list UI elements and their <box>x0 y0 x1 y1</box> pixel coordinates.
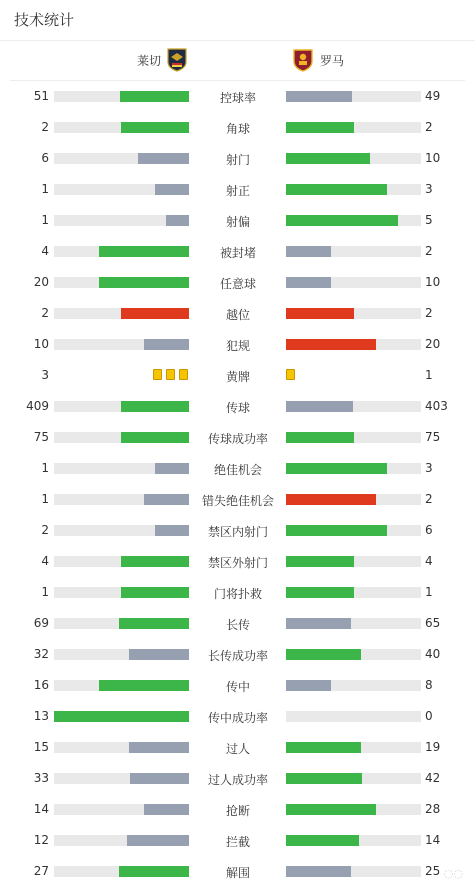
away-value: 2 <box>425 492 433 506</box>
home-stat-bar <box>54 804 189 815</box>
home-stat-bar-fill <box>144 804 189 815</box>
away-stat-bar <box>286 649 421 660</box>
home-value: 12 <box>33 833 49 847</box>
stat-label: 禁区外射门 <box>207 556 268 570</box>
stat-label: 传球 <box>225 401 250 415</box>
stat-label: 传中成功率 <box>207 711 268 725</box>
away-value: 75 <box>425 430 441 444</box>
home-stat-bar <box>54 246 189 257</box>
home-stat-bar <box>54 587 189 598</box>
home-stat-bar-fill <box>99 680 189 691</box>
stat-row <box>0 329 475 360</box>
stat-row <box>0 732 475 763</box>
stat-label: 传球成功率 <box>207 432 268 446</box>
away-stat-bar-fill <box>286 215 398 226</box>
home-value: 1 <box>41 585 49 599</box>
away-value: 14 <box>425 833 441 847</box>
home-stat-bar <box>54 215 189 226</box>
home-value: 20 <box>33 275 49 289</box>
home-stat-bar-fill <box>129 742 189 753</box>
away-stat-bar <box>286 711 421 722</box>
away-stat-bar <box>286 277 421 288</box>
away-stat-bar-fill <box>286 432 354 443</box>
home-value: 69 <box>33 616 49 630</box>
watermark-logo: ◌◌ <box>443 867 463 880</box>
away-stat-bar-fill <box>286 556 354 567</box>
home-value: 27 <box>33 864 49 878</box>
away-value: 65 <box>425 616 441 630</box>
home-value: 1 <box>41 492 49 506</box>
away-stat-bar-fill <box>286 866 351 877</box>
home-stat-bar-fill <box>121 587 189 598</box>
stat-row <box>0 112 475 143</box>
home-value: 1 <box>41 182 49 196</box>
away-stat-bar <box>286 91 421 102</box>
home-stat-bar <box>54 525 189 536</box>
stat-label: 过人 <box>225 742 250 756</box>
home-stat-bar <box>54 432 189 443</box>
home-stat-bar <box>54 866 189 877</box>
home-stat-bar <box>54 711 189 722</box>
away-value: 3 <box>425 461 433 475</box>
home-stat-bar-fill <box>119 866 189 877</box>
away-yellow-cards <box>286 369 295 380</box>
home-stat-bar <box>54 401 189 412</box>
home-value: 13 <box>33 709 49 723</box>
home-stat-bar-fill <box>130 773 189 784</box>
away-stat-bar <box>286 401 421 412</box>
stat-row <box>0 515 475 546</box>
home-value: 4 <box>41 554 49 568</box>
away-stat-bar-fill <box>286 401 353 412</box>
away-stat-bar-fill <box>286 525 387 536</box>
away-value: 1 <box>425 585 433 599</box>
home-value: 6 <box>41 151 49 165</box>
away-value: 403 <box>425 399 448 413</box>
away-stat-bar <box>286 308 421 319</box>
away-stat-bar <box>286 742 421 753</box>
away-value: 4 <box>425 554 433 568</box>
away-value: 10 <box>425 151 441 165</box>
stat-label: 门将扑救 <box>213 587 262 601</box>
home-stat-bar-fill <box>99 277 189 288</box>
home-stat-bar <box>54 773 189 784</box>
away-value: 49 <box>425 89 441 103</box>
stat-row <box>0 763 475 794</box>
home-stat-bar-fill <box>138 153 189 164</box>
away-value: 28 <box>425 802 441 816</box>
home-stat-bar-fill <box>120 91 189 102</box>
stat-label: 长传 <box>225 618 250 632</box>
away-value: 20 <box>425 337 441 351</box>
stat-row <box>0 546 475 577</box>
away-stat-bar-fill <box>286 463 387 474</box>
stat-row <box>0 422 475 453</box>
home-stat-bar <box>54 835 189 846</box>
away-value: 25 <box>425 864 441 878</box>
away-value: 0 <box>425 709 433 723</box>
away-stat-bar-fill <box>286 835 359 846</box>
home-stat-bar-fill <box>121 556 189 567</box>
home-value: 15 <box>33 740 49 754</box>
home-yellow-cards <box>153 369 188 380</box>
away-stat-bar-fill <box>286 246 331 257</box>
stat-label: 错失绝佳机会 <box>201 494 274 508</box>
home-stat-bar-fill <box>54 711 189 722</box>
home-stat-bar-fill <box>127 835 189 846</box>
away-value: 10 <box>425 275 441 289</box>
home-stat-bar-fill <box>144 339 189 350</box>
home-stat-bar-fill <box>166 215 189 226</box>
home-stat-bar-fill <box>121 432 189 443</box>
away-stat-bar <box>286 246 421 257</box>
yellow-card-icon <box>153 369 162 380</box>
away-stat-bar-fill <box>286 742 361 753</box>
away-value: 8 <box>425 678 433 692</box>
away-stat-bar <box>286 680 421 691</box>
away-value: 2 <box>425 120 433 134</box>
home-value: 1 <box>41 461 49 475</box>
teams-header <box>0 46 475 76</box>
away-stat-bar <box>286 122 421 133</box>
home-value: 51 <box>33 89 49 103</box>
stat-label: 拦截 <box>225 835 250 849</box>
home-value: 409 <box>26 399 49 413</box>
stat-label: 越位 <box>225 308 250 322</box>
home-stat-bar-fill <box>129 649 189 660</box>
home-stat-bar <box>54 556 189 567</box>
away-stat-bar <box>286 804 421 815</box>
stat-row <box>0 825 475 856</box>
home-value: 2 <box>41 306 49 320</box>
away-value: 5 <box>425 213 433 227</box>
stat-label: 长传成功率 <box>207 649 268 663</box>
stat-row <box>0 360 475 391</box>
home-team-crest-icon <box>167 48 187 72</box>
home-stat-bar-fill <box>119 618 189 629</box>
stat-label: 黄牌 <box>225 370 250 384</box>
home-stat-bar <box>54 277 189 288</box>
away-stat-bar <box>286 339 421 350</box>
stat-label: 禁区内射门 <box>207 525 268 539</box>
home-value: 10 <box>33 337 49 351</box>
away-stat-bar <box>286 556 421 567</box>
away-team-name: 罗马 <box>320 54 345 68</box>
stat-row <box>0 670 475 701</box>
away-value: 6 <box>425 523 433 537</box>
stat-label: 射门 <box>225 153 250 167</box>
away-stat-bar-fill <box>286 804 376 815</box>
stat-label: 任意球 <box>219 277 256 291</box>
away-stat-bar <box>286 773 421 784</box>
away-stat-bar-fill <box>286 649 361 660</box>
away-stat-bar-fill <box>286 308 354 319</box>
home-stat-bar <box>54 494 189 505</box>
stat-row <box>0 391 475 422</box>
stat-row <box>0 267 475 298</box>
stat-row <box>0 298 475 329</box>
home-stat-bar-fill <box>99 246 189 257</box>
away-value: 2 <box>425 306 433 320</box>
home-stat-bar-fill <box>121 401 189 412</box>
yellow-card-icon <box>179 369 188 380</box>
home-stat-bar <box>54 618 189 629</box>
home-stat-bar-fill <box>155 184 189 195</box>
away-stat-bar <box>286 587 421 598</box>
home-stat-bar <box>54 153 189 164</box>
away-stat-bar-fill <box>286 587 354 598</box>
home-stat-bar-fill <box>144 494 189 505</box>
stat-row <box>0 174 475 205</box>
away-stat-bar-fill <box>286 122 354 133</box>
title-divider <box>0 40 475 41</box>
stats-list <box>0 81 475 887</box>
home-value: 75 <box>33 430 49 444</box>
away-stat-bar-fill <box>286 773 362 784</box>
home-stat-bar <box>54 184 189 195</box>
home-stat-bar-fill <box>121 308 189 319</box>
away-stat-bar-fill <box>286 277 331 288</box>
stat-label: 绝佳机会 <box>213 463 262 477</box>
away-stat-bar-fill <box>286 153 370 164</box>
home-stat-bar <box>54 339 189 350</box>
stat-row <box>0 701 475 732</box>
away-stat-bar <box>286 184 421 195</box>
stat-row <box>0 639 475 670</box>
away-stat-bar-fill <box>286 618 351 629</box>
home-value: 2 <box>41 523 49 537</box>
away-stat-bar <box>286 463 421 474</box>
stat-label: 控球率 <box>219 91 256 105</box>
home-stat-bar <box>54 680 189 691</box>
away-value: 2 <box>425 244 433 258</box>
stat-row <box>0 81 475 112</box>
home-value: 1 <box>41 213 49 227</box>
stat-row <box>0 608 475 639</box>
stat-label: 抢断 <box>225 804 250 818</box>
stat-label: 角球 <box>225 122 250 136</box>
home-value: 3 <box>41 368 49 382</box>
home-value: 4 <box>41 244 49 258</box>
stat-row <box>0 236 475 267</box>
stat-label: 被封堵 <box>219 246 256 260</box>
stat-row <box>0 205 475 236</box>
away-stat-bar-fill <box>286 91 352 102</box>
stat-label: 传中 <box>225 680 250 694</box>
away-stat-bar-fill <box>286 680 331 691</box>
stat-label: 犯规 <box>225 339 250 353</box>
away-value: 3 <box>425 182 433 196</box>
away-stat-bar <box>286 153 421 164</box>
away-team-crest-icon <box>293 48 313 72</box>
away-value: 1 <box>425 368 433 382</box>
home-stat-bar <box>54 91 189 102</box>
away-stat-bar <box>286 494 421 505</box>
stat-row <box>0 484 475 515</box>
home-value: 16 <box>33 678 49 692</box>
away-stat-bar <box>286 432 421 443</box>
away-value: 19 <box>425 740 441 754</box>
yellow-card-icon <box>166 369 175 380</box>
stat-row <box>0 143 475 174</box>
away-stat-bar-fill <box>286 494 376 505</box>
home-stat-bar <box>54 463 189 474</box>
away-stat-bar <box>286 618 421 629</box>
home-stat-bar-fill <box>121 122 189 133</box>
stat-row <box>0 794 475 825</box>
home-stat-bar <box>54 308 189 319</box>
stat-row <box>0 856 475 887</box>
home-stat-bar <box>54 649 189 660</box>
home-value: 32 <box>33 647 49 661</box>
away-value: 40 <box>425 647 441 661</box>
yellow-card-icon <box>286 369 295 380</box>
away-stat-bar <box>286 215 421 226</box>
stat-label: 射偏 <box>225 215 250 229</box>
stat-label: 射正 <box>225 184 250 198</box>
page-title: 技术统计 <box>14 11 75 29</box>
stat-row <box>0 453 475 484</box>
away-stat-bar-fill <box>286 339 376 350</box>
stat-row <box>0 577 475 608</box>
home-value: 2 <box>41 120 49 134</box>
home-stat-bar <box>54 122 189 133</box>
home-value: 14 <box>33 802 49 816</box>
home-stat-bar-fill <box>155 525 189 536</box>
away-stat-bar <box>286 835 421 846</box>
away-stat-bar <box>286 866 421 877</box>
stat-label: 过人成功率 <box>207 773 268 787</box>
home-value: 33 <box>33 771 49 785</box>
home-team-name: 莱切 <box>136 54 161 68</box>
away-value: 42 <box>425 771 441 785</box>
home-stat-bar-fill <box>155 463 189 474</box>
away-stat-bar <box>286 525 421 536</box>
home-stat-bar <box>54 742 189 753</box>
away-stat-bar-fill <box>286 184 387 195</box>
stat-label: 解围 <box>225 866 250 880</box>
